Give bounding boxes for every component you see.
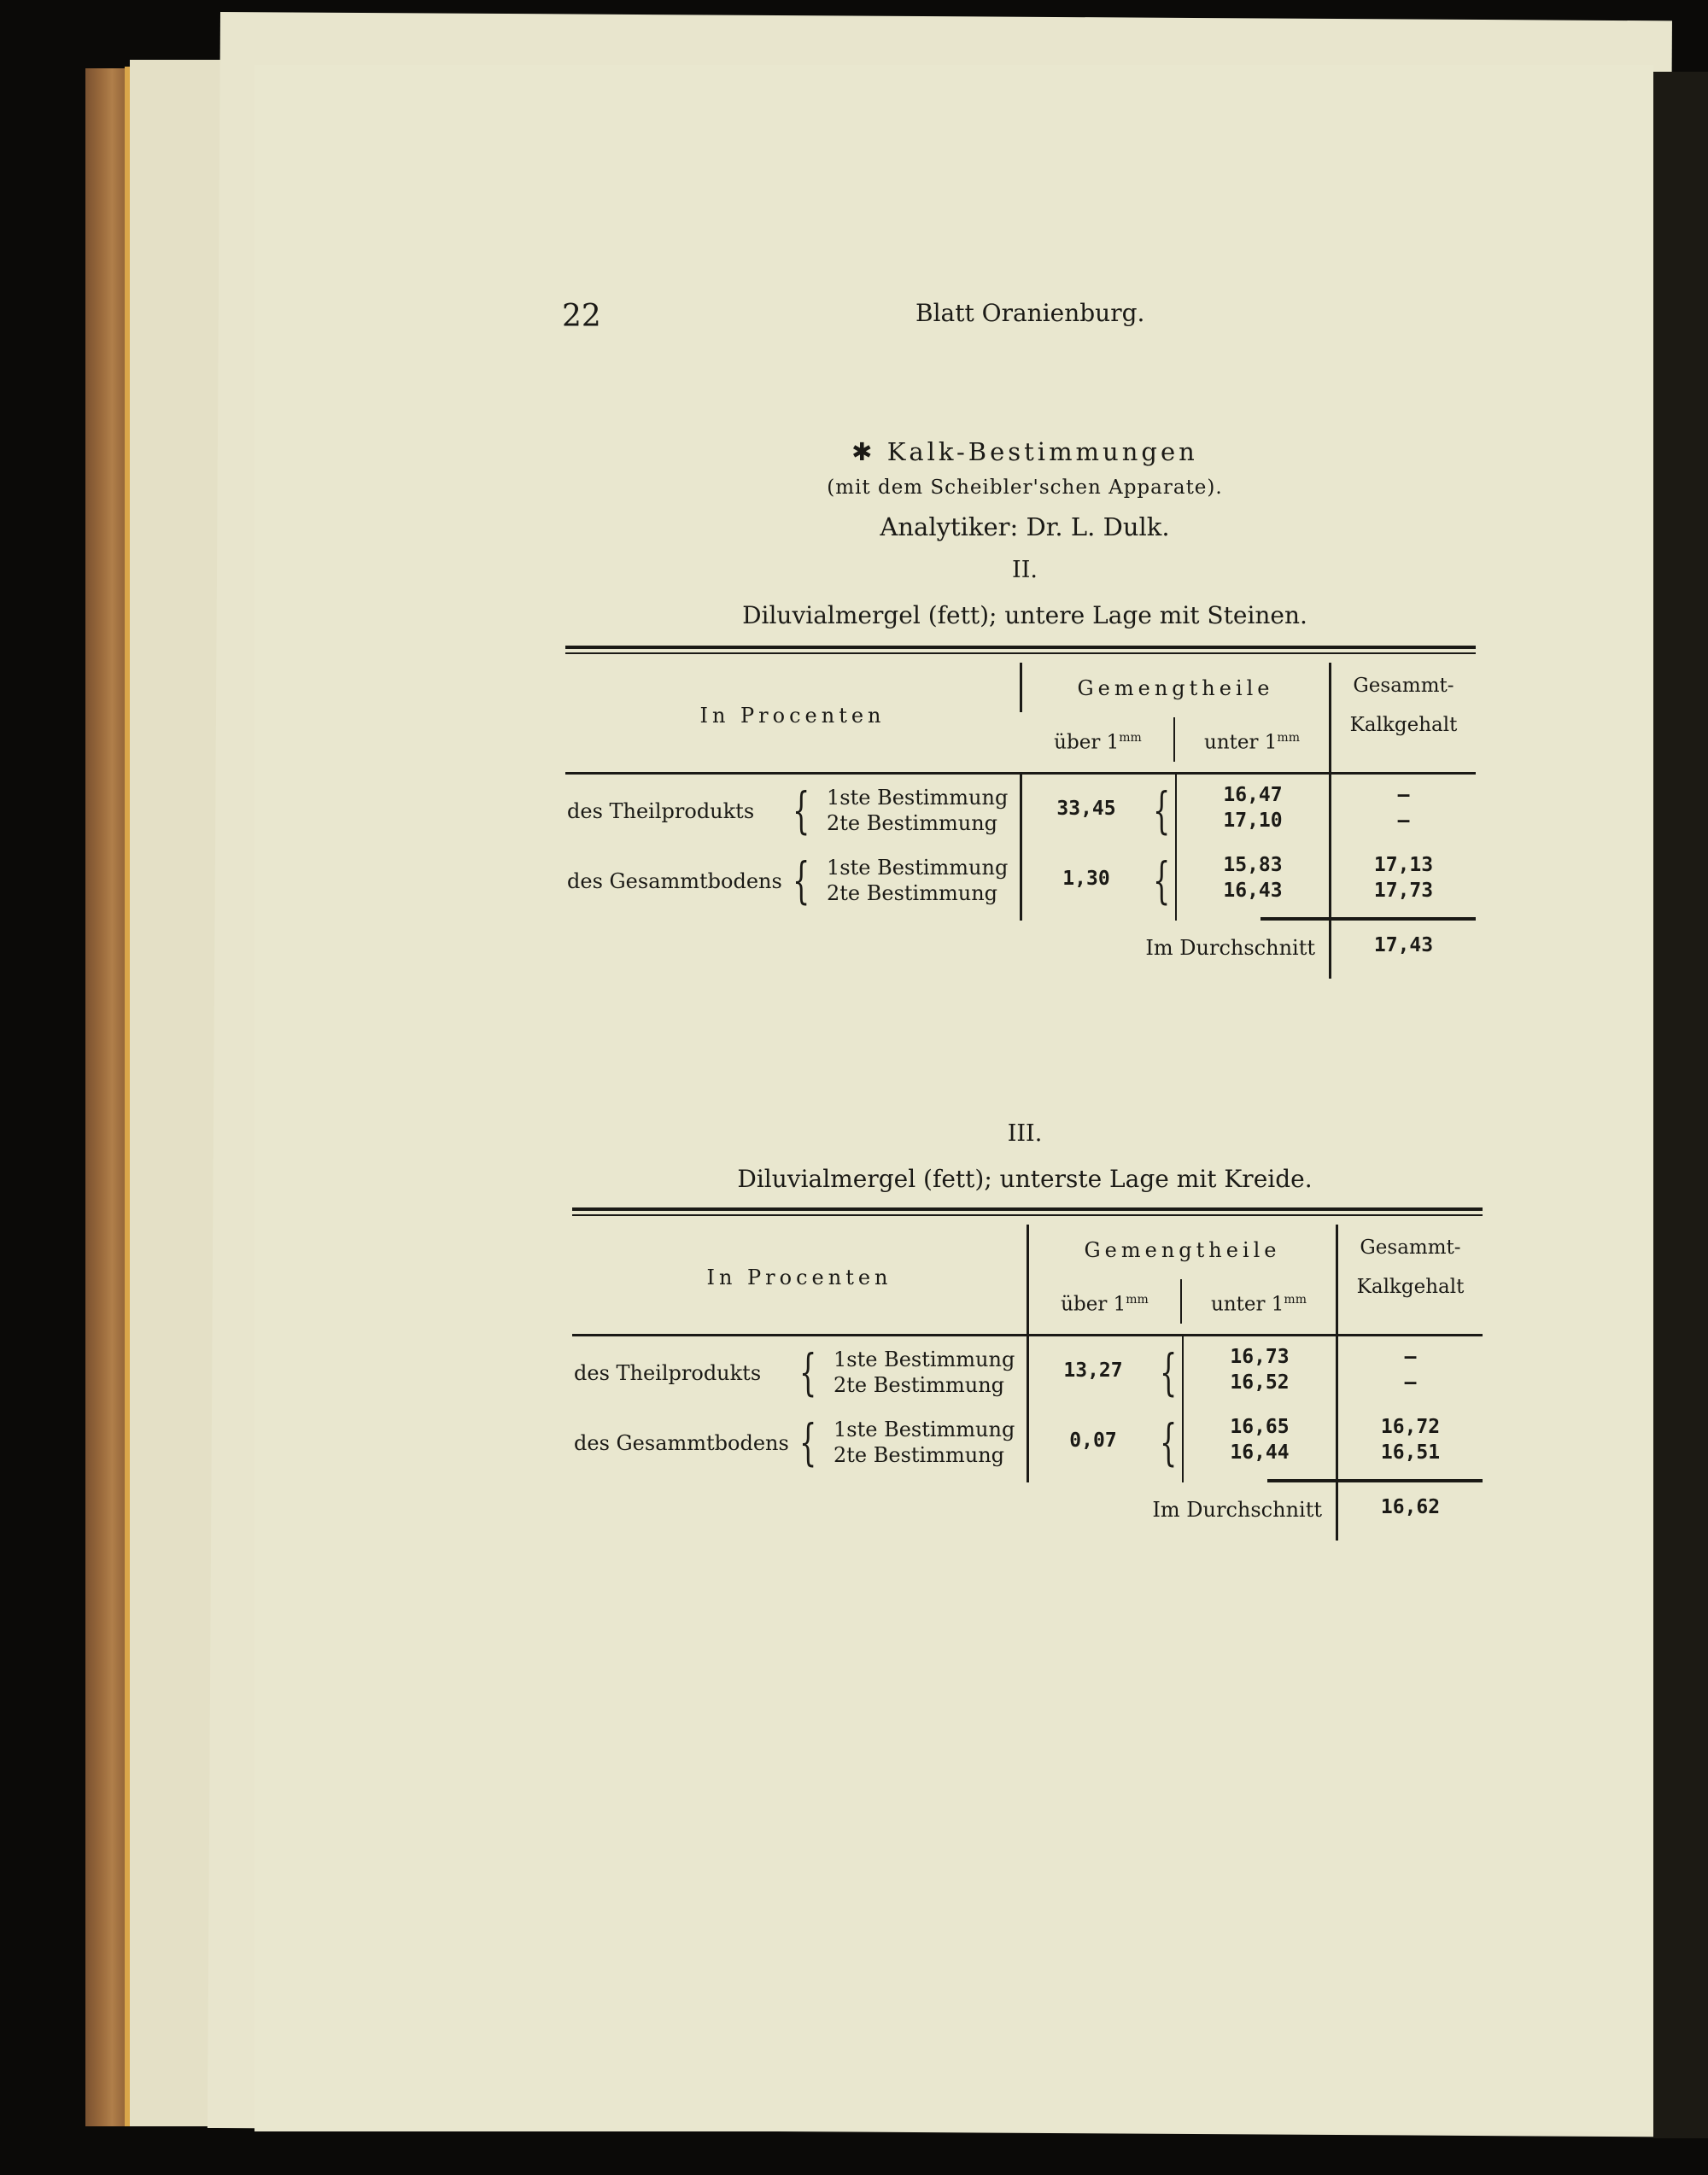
durchschnitt-label: Im Durchschnitt <box>1152 1498 1322 1522</box>
section-description-iii: Diluvialmergel (fett); unterste Lage mit Kreide. <box>737 1165 1313 1193</box>
top-rule-thick <box>565 646 1476 649</box>
gesammt-header-1: Gesammt- <box>1360 1237 1461 1259</box>
boden-gesammt-value-1: 17,13 <box>1373 854 1434 876</box>
title-text: Kalk-Bestimmungen <box>886 437 1198 466</box>
average-rule <box>1261 917 1476 921</box>
bestimmung-2: 2te Bestimmung <box>827 881 998 905</box>
top-rule-thin <box>572 1214 1483 1216</box>
theil-ueber-value: 13,27 <box>1063 1359 1123 1382</box>
body-divider-1 <box>1027 1336 1029 1482</box>
theilprodukt-label: des Theilprodukts <box>574 1361 762 1385</box>
brace-icon: { <box>793 851 810 909</box>
page-number: 22 <box>562 299 601 334</box>
section-numeral-iii: III. <box>1007 1120 1043 1147</box>
table-iii <box>572 1207 1483 1541</box>
asterisk-icon: ✱ <box>851 437 876 466</box>
book-page <box>254 65 1653 2131</box>
theil-unter-value-2: 17,10 <box>1223 810 1283 832</box>
boden-unter-value-1: 16,65 <box>1230 1416 1290 1438</box>
boden-gesammt-value-1: 16,72 <box>1380 1416 1441 1438</box>
section-subtitle: (mit dem Scheibler'schen Apparate). <box>827 477 1223 499</box>
brace-icon: { <box>1160 1413 1178 1471</box>
unter-label: unter 1 <box>1204 731 1278 754</box>
durchschnitt-label: Im Durchschnitt <box>1145 936 1315 960</box>
ueber-header <box>1029 1293 1180 1316</box>
theil-gesammt-value-2: — <box>1404 1371 1417 1394</box>
bestimmung-1: 1ste Bestimmung <box>827 856 1009 880</box>
brace-icon: { <box>1153 781 1171 839</box>
ueber-label: über 1 <box>1054 731 1120 754</box>
body-divider-1 <box>1020 774 1022 921</box>
gesammt-header-2: Kalkgehalt <box>1349 714 1458 736</box>
theil-gesammt-value-1: — <box>1397 784 1410 806</box>
theilprodukt-label: des Theilprodukts <box>567 799 755 823</box>
theil-unter-value-1: 16,73 <box>1230 1346 1290 1368</box>
theil-ueber-value: 33,45 <box>1056 798 1116 820</box>
bestimmung-1: 1ste Bestimmung <box>834 1418 1015 1441</box>
boden-ueber-value: 1,30 <box>1062 868 1110 890</box>
book-spine <box>85 68 130 2126</box>
analyst-line: Analytiker: Dr. L. Dulk. <box>880 512 1170 541</box>
brace-icon: { <box>1153 851 1171 909</box>
boden-unter-value-2: 16,44 <box>1230 1441 1290 1464</box>
boden-ueber-value: 0,07 <box>1069 1430 1117 1452</box>
top-rule-thin <box>565 652 1476 654</box>
dark-background-edge <box>1653 72 1708 2138</box>
average-rule <box>1267 1479 1483 1482</box>
mm-unit: mm <box>1119 731 1142 745</box>
brace-icon: { <box>799 1413 817 1471</box>
boden-unter-value-1: 15,83 <box>1223 854 1283 876</box>
gesammt-header-1: Gesammt- <box>1353 675 1454 697</box>
gemengtheile-header: Gemengtheile <box>1084 1238 1281 1262</box>
ueber-header <box>1022 731 1173 754</box>
in-procenten-header: In Procenten <box>706 1266 892 1289</box>
mm-unit: mm <box>1126 1293 1149 1307</box>
brace-icon: { <box>1160 1343 1178 1401</box>
bestimmung-2: 2te Bestimmung <box>834 1443 1005 1467</box>
section-numeral-ii: II. <box>1012 557 1038 583</box>
brace-icon: { <box>799 1343 817 1401</box>
bestimmung-1: 1ste Bestimmung <box>834 1348 1015 1371</box>
theil-unter-value-1: 16,47 <box>1223 784 1283 806</box>
bestimmung-1: 1ste Bestimmung <box>827 786 1009 810</box>
boden-gesammt-value-2: 17,73 <box>1373 880 1434 902</box>
top-rule-thick <box>572 1207 1483 1211</box>
in-procenten-header: In Procenten <box>699 704 886 728</box>
running-title: Blatt Oranienburg. <box>915 299 1145 327</box>
gesammtboden-label: des Gesammtbodens <box>574 1431 789 1455</box>
durchschnitt-value: 16,62 <box>1380 1496 1441 1518</box>
mm-unit: mm <box>1277 731 1300 745</box>
bestimmung-2: 2te Bestimmung <box>827 811 998 835</box>
brace-icon: { <box>793 781 810 839</box>
theil-gesammt-value-1: — <box>1404 1346 1417 1368</box>
table-ii <box>565 646 1476 979</box>
unter-header <box>1175 731 1329 754</box>
gesammt-header-2: Kalkgehalt <box>1356 1276 1465 1298</box>
section-title <box>512 437 1537 466</box>
theil-unter-value-2: 16,52 <box>1230 1371 1290 1394</box>
bestimmung-2: 2te Bestimmung <box>834 1373 1005 1397</box>
gemengtheile-header: Gemengtheile <box>1077 676 1274 700</box>
unter-header <box>1182 1293 1336 1316</box>
section-description-ii: Diluvialmergel (fett); untere Lage mit Steinen. <box>742 601 1307 629</box>
gesammtboden-label: des Gesammtbodens <box>567 869 782 893</box>
theil-gesammt-value-2: — <box>1397 810 1410 832</box>
ueber-label: über 1 <box>1061 1293 1126 1316</box>
boden-unter-value-2: 16,43 <box>1223 880 1283 902</box>
durchschnitt-value: 17,43 <box>1373 934 1434 956</box>
boden-gesammt-value-2: 16,51 <box>1380 1441 1441 1464</box>
unter-label: unter 1 <box>1211 1293 1284 1316</box>
mm-unit: mm <box>1284 1293 1307 1307</box>
